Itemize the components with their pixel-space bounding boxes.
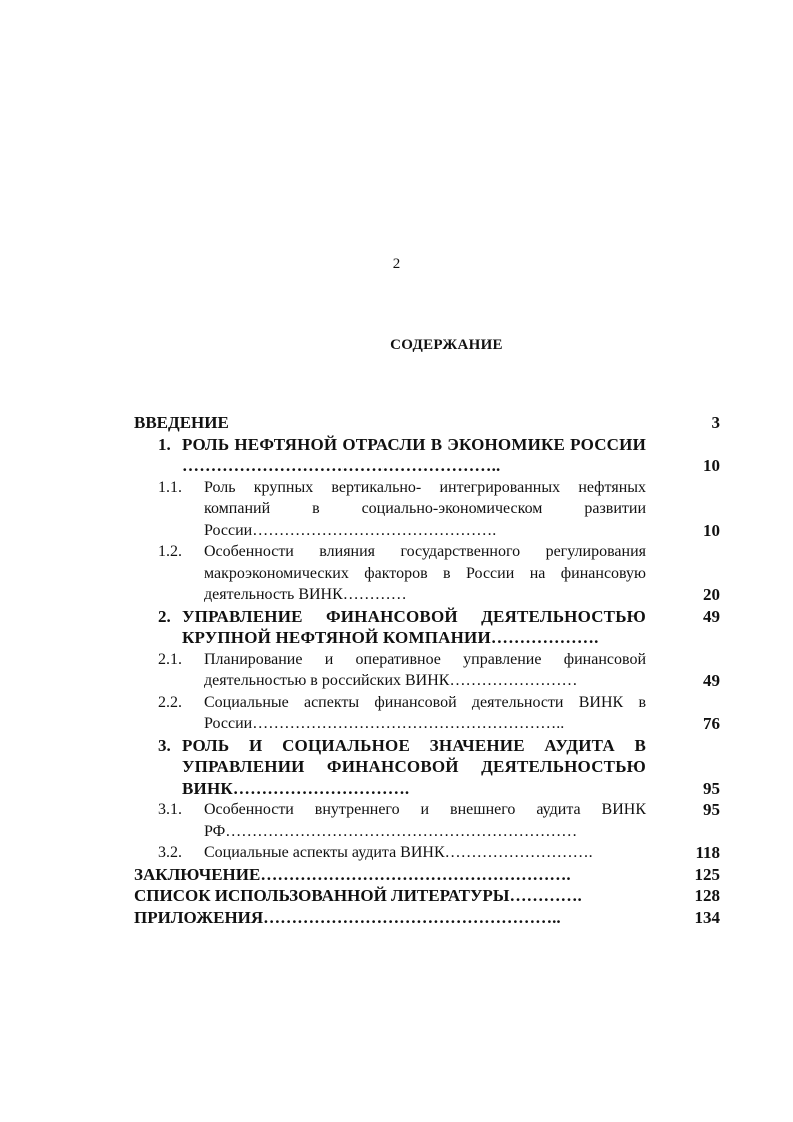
toc-entry-number: 3.2.	[158, 844, 182, 861]
toc-entry-page: 3	[711, 413, 720, 432]
toc-entry-page: 10	[703, 520, 720, 540]
toc-entry-page: 49	[703, 606, 720, 626]
toc-entry-text: ВВЕДЕНИЕ	[134, 413, 229, 432]
toc-entry-number: 2.1.	[158, 650, 182, 668]
toc-entry-text: Особенности влияния государственного регулирования макроэкономических факторов в России на финансовую деятельность ВИНК…………	[204, 543, 646, 603]
toc-entry-text: Социальные аспекты аудита ВИНК……………………….	[204, 844, 593, 861]
toc-entry-number: 1.2.	[158, 543, 182, 560]
toc-entry-page: 118	[695, 843, 720, 862]
toc-entry-text: ПРИЛОЖЕНИЯ……………………………………………..	[134, 907, 561, 927]
toc-entry-conclusion[interactable]	[134, 864, 724, 886]
toc-entry-page: 49	[703, 671, 720, 690]
toc-entry-text: РОЛЬ НЕФТЯНОЙ ОТРАСЛИ В ЭКОНОМИКЕ РОССИИ ………………………………………………..	[182, 434, 646, 475]
toc-entry-text: ЗАКЛЮЧЕНИЕ……………………………………………….	[134, 864, 571, 884]
toc-entry-page: 95	[703, 800, 720, 819]
page-number: 2	[392, 256, 401, 272]
toc-entry-section-1-2[interactable]	[134, 541, 724, 606]
toc-entry-page: 95	[703, 778, 720, 798]
toc-entry-number: 2.2.	[158, 693, 182, 711]
toc-entry-text: РОЛЬ И СОЦИАЛЬНОЕ ЗНАЧЕНИЕ АУДИТА В УПРАВЛЕНИИ ФИНАНСОВОЙ ДЕЯТЕЛЬНОСТЬЮ ВИНК………………………….	[182, 735, 646, 798]
toc-entry-section-3-2[interactable]	[134, 842, 724, 864]
toc-entry-bibliography[interactable]	[134, 885, 724, 907]
toc-entry-chapter-1[interactable]	[134, 434, 724, 477]
toc-entry-page: 125	[694, 864, 720, 884]
toc-entry-text: УПРАВЛЕНИЕ ФИНАНСОВОЙ ДЕЯТЕЛЬНОСТЬЮ КРУПНОЙ НЕФТЯНОЙ КОМПАНИИ……………….	[182, 606, 646, 647]
toc-entry-section-1-1[interactable]	[134, 477, 724, 542]
toc-entry-page: 20	[703, 585, 720, 604]
toc-entry-section-3-1[interactable]	[134, 799, 724, 842]
toc-entry-number: 3.	[158, 735, 171, 755]
toc-entry-number: 2.	[158, 606, 171, 626]
toc-entry-number: 1.1.	[158, 478, 182, 496]
toc-entry-section-2-2[interactable]	[134, 692, 724, 735]
toc-entry-page: 76	[703, 714, 720, 733]
toc-entry-page: 128	[694, 886, 720, 905]
toc-entry-text: Роль крупных вертикально- интегрированных нефтяных компаний в социально-экономическом развитии России……………………………………….	[204, 478, 646, 539]
table-of-contents	[134, 412, 724, 928]
toc-entry-page: 134	[694, 907, 720, 927]
toc-entry-chapter-3[interactable]	[134, 735, 724, 800]
toc-entry-section-2-1[interactable]	[134, 649, 724, 692]
toc-entry-text: Особенности внутреннего и внешнего аудита ВИНК РФ…………………………………………………………	[204, 801, 646, 840]
toc-entry-appendices[interactable]	[134, 907, 724, 929]
toc-entry-number: 1.	[158, 434, 171, 454]
toc-entry-text: СПИСОК ИСПОЛЬЗОВАННОЙ ЛИТЕРАТУРЫ………….	[134, 886, 582, 905]
toc-entry-introduction[interactable]	[134, 412, 724, 434]
toc-entry-text: Планирование и оперативное управление финансовой деятельностью в российских ВИНК……………………	[204, 650, 646, 689]
toc-entry-chapter-2[interactable]	[134, 606, 724, 649]
toc-title: СОДЕРЖАНИЕ	[390, 337, 503, 353]
toc-entry-page: 10	[703, 456, 720, 475]
toc-entry-number: 3.1.	[158, 801, 182, 818]
toc-entry-text: Социальные аспекты финансовой деятельности ВИНК в России…………………………………………………..	[204, 693, 646, 732]
